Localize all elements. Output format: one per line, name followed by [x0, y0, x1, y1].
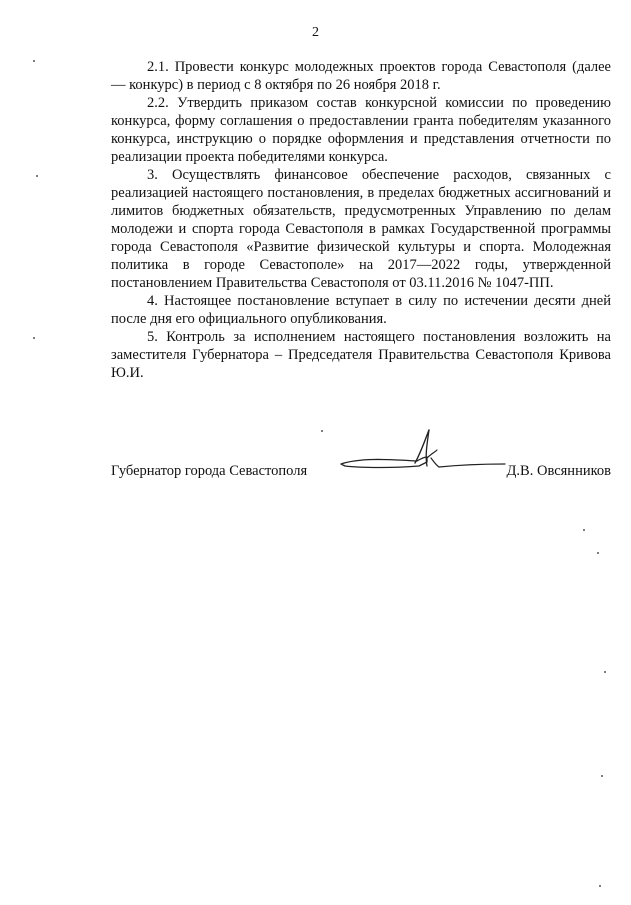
scan-speck [597, 552, 599, 554]
scan-speck [601, 775, 603, 777]
page-number: 2 [312, 25, 319, 40]
document-body [111, 58, 611, 382]
handwritten-signature [339, 428, 507, 484]
paragraph-4: 4. Настоящее постановление вступает в силу по истечении десяти дней после дня его официального опубликования. [111, 293, 611, 327]
paragraph-3: 3. Осуществлять финансовое обеспечение расходов, связанных с реализацией настоящего постановления, в пределах бюджетных ассигнований и лимитов бюджетных обязательств, предусмотренных Управлению по делам молодежи и спорта города Севастополя в рамках Государственной программы города Севастополя «Развитие физической культуры и спорта. Молодежная политика в городе Севастополе» на 2017—2022 годы, утвержденной постановлением Правительства Севастополя от 03.11.2016 № 1047-ПП. [111, 167, 611, 291]
scan-speck [321, 430, 323, 432]
paragraph-2-1: 2.1. Провести конкурс молодежных проектов города Севастополя (далее — конкурс) в период с 8 октября по 26 ноября 2018 г. [111, 59, 611, 93]
scan-speck [33, 60, 35, 62]
signatory-title: Губернатор города Севастополя [111, 463, 308, 479]
scan-speck [36, 175, 38, 177]
scan-speck [33, 337, 35, 339]
paragraph-2-2: 2.2. Утвердить приказом состав конкурсной комиссии по проведению конкурса, форму соглашения о предоставлении гранта победителям указанного конкурса, инструкцию о порядке оформления и представления отчетности по реализации проекта победителями конкурса. [111, 95, 611, 165]
scan-speck [583, 529, 585, 531]
scan-speck [604, 671, 606, 673]
scan-speck [599, 885, 601, 887]
signature-block [111, 462, 611, 486]
signatory-name: Д.В. Овсянников [506, 463, 611, 479]
paragraph-5: 5. Контроль за исполнением настоящего постановления возложить на заместителя Губернатора – Председателя Правительства Севастополя Кривова Ю.И. [111, 329, 611, 381]
